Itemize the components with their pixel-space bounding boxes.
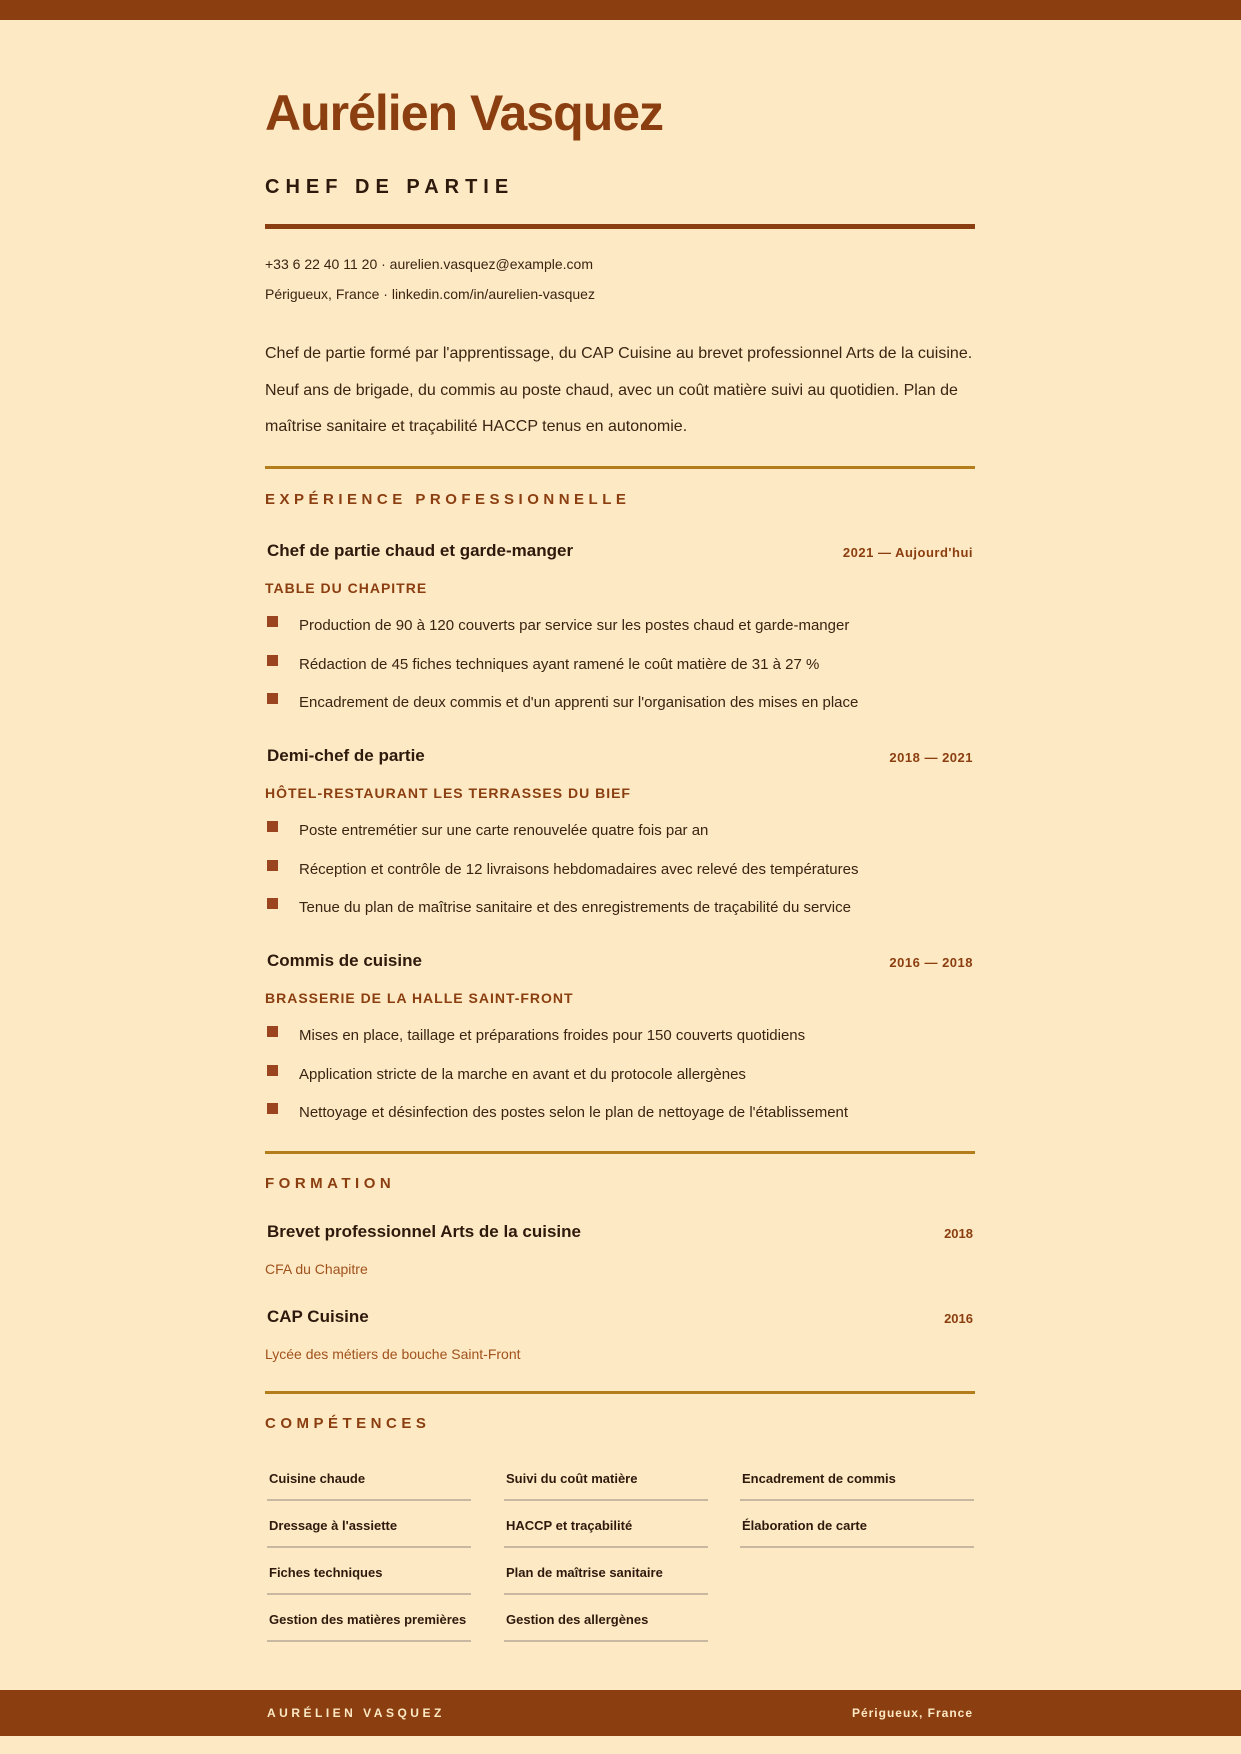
top-bar — [0, 0, 1241, 20]
skill-item — [504, 1600, 708, 1642]
skill-item — [740, 1506, 974, 1548]
job-bullet: Rédaction de 45 fiches techniques ayant ramené le coût matière de 31 à 27 % — [299, 656, 820, 673]
footer-location: Périgueux, France — [851, 1706, 973, 1720]
candidate-name: Aurélien Vasquez — [265, 85, 664, 141]
education-title: Brevet professionnel Arts de la cuisine — [267, 1222, 581, 1241]
skill-label: Gestion des matières premières — [269, 1612, 467, 1627]
skill-label: Suivi du coût matière — [506, 1471, 638, 1486]
job-bullet: Application stricte de la marche en avant et du protocole allergènes — [299, 1066, 746, 1083]
education-year: 2018 — [944, 1226, 973, 1241]
footer-bar — [0, 1690, 1241, 1736]
skill-item — [504, 1459, 708, 1501]
skill-label: HACCP et traçabilité — [506, 1518, 633, 1533]
experience-section-title: EXPÉRIENCE PROFESSIONNELLE — [265, 491, 631, 508]
education-school: CFA du Chapitre — [265, 1261, 368, 1277]
skill-label: Dressage à l'assiette — [269, 1518, 398, 1533]
skill-item — [267, 1553, 471, 1595]
bullet-square-icon — [267, 898, 278, 909]
skill-label: Plan de maîtrise sanitaire — [506, 1565, 663, 1580]
education-year: 2016 — [944, 1311, 973, 1326]
job-title: Demi-chef de partie — [267, 746, 425, 765]
profile-summary: Chef de partie formé par l'apprentissage, du CAP Cuisine au brevet professionnel Arts de la cuisine. Neuf ans de brigade, du commis au poste chaud, avec un coût matière suivi au quotidien. Plan de maîtrise sanitaire et traçabilité HACCP tenus en autonomie. — [265, 345, 973, 435]
skill-label: Gestion des allergènes — [506, 1612, 649, 1627]
bullet-square-icon — [267, 821, 278, 832]
education-title: CAP Cuisine — [267, 1307, 369, 1326]
bullet-square-icon — [267, 1103, 278, 1114]
skill-item — [504, 1506, 708, 1548]
section-divider — [265, 1151, 975, 1154]
job-dates: 2021 — Aujourd'hui — [842, 545, 973, 560]
skill-item — [740, 1459, 974, 1501]
job-role: CHEF DE PARTIE — [265, 176, 515, 198]
job-company: TABLE DU CHAPITRE — [265, 580, 428, 596]
job-bullet: Encadrement de deux commis et d'un apprenti sur l'organisation des mises en place — [299, 694, 859, 711]
job-title: Chef de partie chaud et garde-manger — [267, 541, 574, 560]
contact-line-phone-email: +33 6 22 40 11 20 · aurelien.vasquez@example.com — [265, 256, 593, 272]
bullet-square-icon — [267, 1026, 278, 1037]
job-bullet: Tenue du plan de maîtrise sanitaire et des enregistrements de traçabilité du service — [299, 899, 851, 916]
job-bullet: Mises en place, taillage et préparations froides pour 150 couverts quotidiens — [299, 1027, 806, 1044]
header-divider — [265, 224, 975, 229]
skill-item — [504, 1553, 708, 1595]
education-school: Lycée des métiers de bouche Saint-Front — [265, 1346, 521, 1362]
skill-item — [267, 1459, 471, 1501]
section-divider — [265, 466, 975, 469]
skill-item — [267, 1506, 471, 1548]
footer-name: AURÉLIEN VASQUEZ — [267, 1706, 445, 1720]
section-divider — [265, 1391, 975, 1394]
job-dates: 2018 — 2021 — [889, 750, 973, 765]
job-bullet: Production de 90 à 120 couverts par service sur les postes chaud et garde-manger — [299, 617, 850, 634]
skill-label: Cuisine chaude — [269, 1471, 366, 1486]
job-bullet: Réception et contrôle de 12 livraisons hebdomadaires avec relevé des températures — [299, 861, 859, 878]
job-title: Commis de cuisine — [267, 951, 422, 970]
job-dates: 2016 — 2018 — [889, 955, 973, 970]
skill-label: Fiches techniques — [269, 1565, 383, 1580]
skill-label: Élaboration de carte — [742, 1518, 867, 1533]
education-section-title: FORMATION — [265, 1175, 396, 1192]
bullet-square-icon — [267, 616, 278, 627]
bullet-square-icon — [267, 693, 278, 704]
job-bullet: Poste entremétier sur une carte renouvelée quatre fois par an — [299, 822, 709, 839]
skill-label: Encadrement de commis — [742, 1471, 896, 1486]
contact-line-location-linkedin: Périgueux, France · linkedin.com/in/aurelien-vasquez — [265, 286, 595, 302]
bullet-square-icon — [267, 655, 278, 666]
job-company: BRASSERIE DE LA HALLE SAINT-FRONT — [265, 990, 574, 1006]
skills-section-title: COMPÉTENCES — [265, 1415, 431, 1432]
bullet-square-icon — [267, 860, 278, 871]
bullet-square-icon — [267, 1065, 278, 1076]
skill-item — [267, 1600, 471, 1642]
job-company: HÔTEL-RESTAURANT LES TERRASSES DU BIEF — [265, 785, 631, 801]
job-bullet: Nettoyage et désinfection des postes selon le plan de nettoyage de l'établissement — [299, 1104, 849, 1121]
